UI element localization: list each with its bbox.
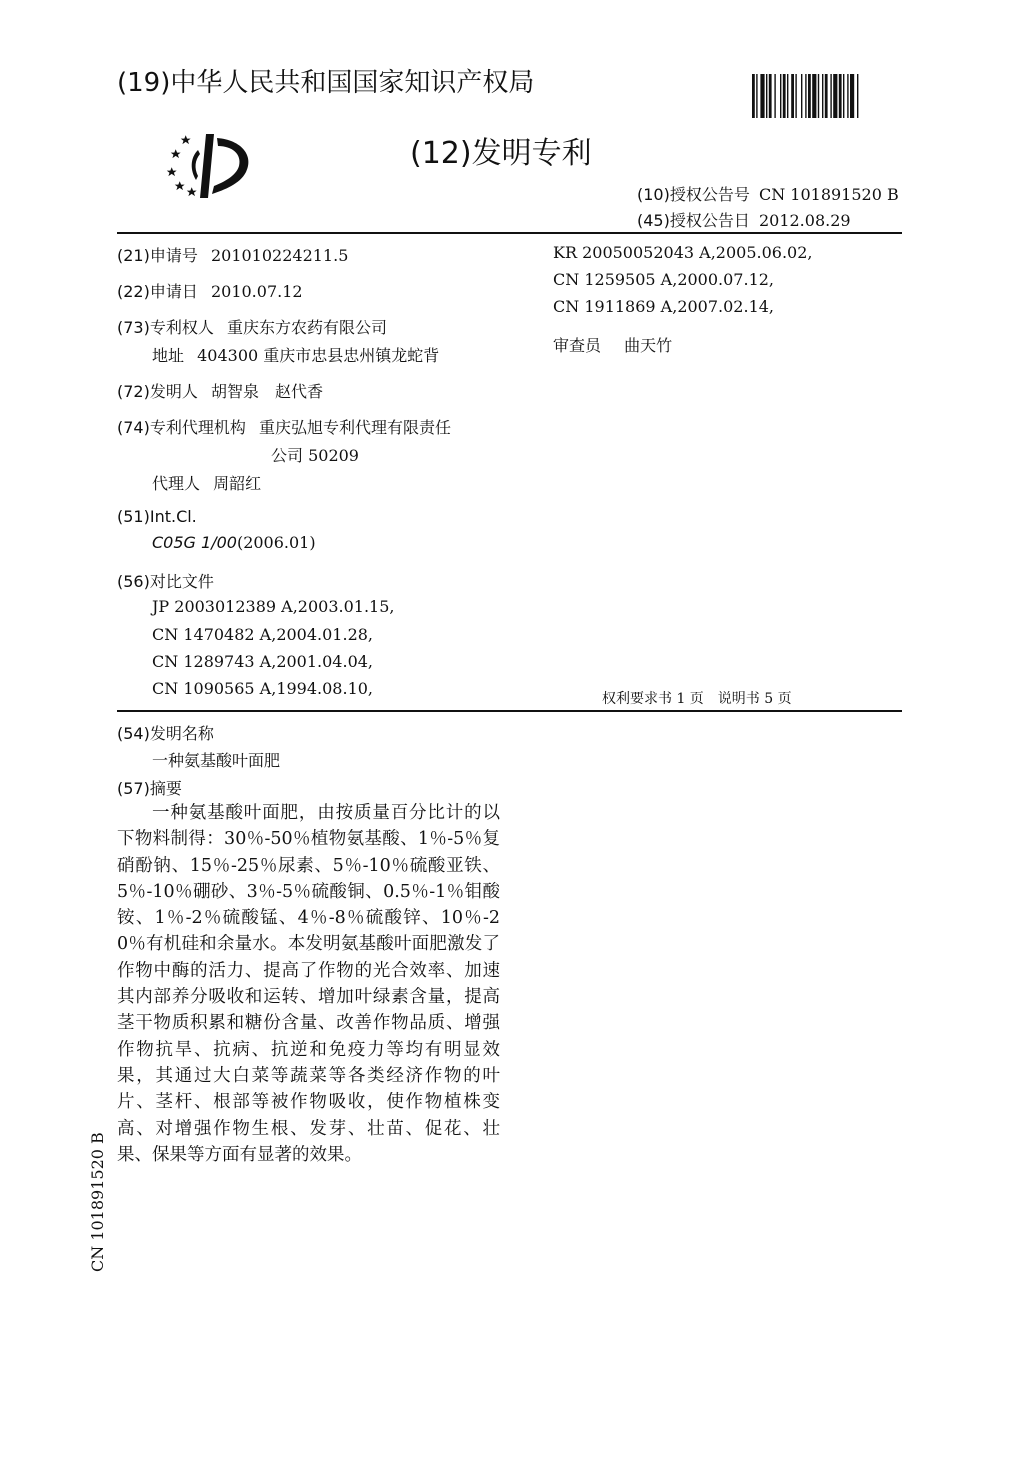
patentee-label: (73)专利权人 <box>117 318 214 337</box>
address-value: 404300 重庆市忠县忠州镇龙蛇背 <box>197 346 440 365</box>
cited-document: KR 20050052043 A,2005.06.02, <box>553 243 813 262</box>
cnipa-logo-icon <box>162 128 260 200</box>
inventors <box>117 379 323 402</box>
examiner-label: 审查员 <box>553 336 602 355</box>
int-cl-value <box>152 533 316 552</box>
inventors-value: 胡智泉 赵代香 <box>210 382 323 401</box>
patentee <box>117 315 387 338</box>
abstract-text: 一种氨基酸叶面肥，由按质量百分比计的以下物料制得：30％-50％植物氨基酸、1％-5％复硝酚钠、15％-25％尿素、5％-10％硫酸亚铁、5％-10％硼砂、3％-5％硫酸铜、0.5％-1％钼酸铵、1％-2％硫酸锰、4％-8％硫酸锌、10％-20％有机硅和余量水。本发明氨基酸叶面肥激发了作物中酶的活力、提高了作物的光合效率、加速其内部养分吸收和运转、增加叶绿素含量，提高茎干物质积累和糖份含量、改善作物品质、增强作物抗旱、抗病、抗逆和免疫力等均有明显效果，其通过大白菜等蔬菜等各类经济作物的叶片、茎杆、根部等被作物吸收，使作物植株变高、对增强作物生根、发芽、壮苗、促花、壮果、保果等方面有显著的效果。 <box>117 803 500 1165</box>
agent-value: 周韶红 <box>213 474 262 493</box>
cited-document: CN 1259505 A,2000.07.12, <box>553 270 775 289</box>
application-date-value: 2010.07.12 <box>210 282 303 301</box>
patent-agency-value-line2: 公司 50209 <box>271 446 359 465</box>
agent-label: 代理人 <box>152 474 201 493</box>
examiner-value: 曲天竹 <box>624 336 673 355</box>
page-count: 权利要求书 1 页 说明书 5 页 <box>602 691 792 707</box>
issuing-office: (19)中华人民共和国国家知识产权局 <box>117 68 535 98</box>
patent-type: (12)发明专利 <box>410 136 592 171</box>
grant-publication-date-label: (45)授权公告日 <box>637 211 750 230</box>
grant-publication-number-label: (10)授权公告号 <box>637 185 750 204</box>
grant-publication-date-value: 2012.08.29 <box>758 211 851 230</box>
patent-agency <box>117 415 451 438</box>
abstract-label: (57)摘要 <box>117 779 182 798</box>
patent-agency-label: (74)专利代理机构 <box>117 418 246 437</box>
side-publication-number: CN 101891520 B <box>88 1132 107 1272</box>
cited-document: CN 1911869 A,2007.02.14, <box>553 297 775 316</box>
grant-publication-number <box>637 182 899 205</box>
application-date-label: (22)申请日 <box>117 282 198 301</box>
cited-documents-label: (56)对比文件 <box>117 572 214 591</box>
patent-agency-value: 重庆弘旭专利代理有限责任 <box>258 418 451 437</box>
application-date <box>117 279 303 302</box>
examiner <box>553 333 672 356</box>
header-rule <box>117 232 902 234</box>
section-rule <box>117 710 902 712</box>
address <box>152 343 439 366</box>
application-number-value: 201010224211.5 <box>210 246 349 265</box>
cited-document: CN 1090565 A,1994.08.10, <box>152 679 374 698</box>
grant-publication-date <box>637 208 851 231</box>
cited-document: JP 2003012389 A,2003.01.15, <box>152 597 395 616</box>
int-cl-version: (2006.01) <box>236 533 316 552</box>
patentee-value: 重庆东方农药有限公司 <box>226 318 387 337</box>
int-cl-label: (51)Int.Cl. <box>117 507 197 526</box>
int-cl-class: C05G 1/00 <box>152 533 237 552</box>
grant-publication-number-value: CN 101891520 B <box>758 185 899 204</box>
cited-document: CN 1470482 A,2004.01.28, <box>152 625 374 644</box>
barcode <box>752 74 902 118</box>
agent <box>152 471 261 494</box>
address-label: 地址 <box>152 346 185 365</box>
inventors-label: (72)发明人 <box>117 382 198 401</box>
cited-document: CN 1289743 A,2001.04.04, <box>152 652 374 671</box>
invention-title-label: (54)发明名称 <box>117 724 214 743</box>
application-number-label: (21)申请号 <box>117 246 198 265</box>
application-number <box>117 243 348 266</box>
invention-title: 一种氨基酸叶面肥 <box>152 751 281 770</box>
